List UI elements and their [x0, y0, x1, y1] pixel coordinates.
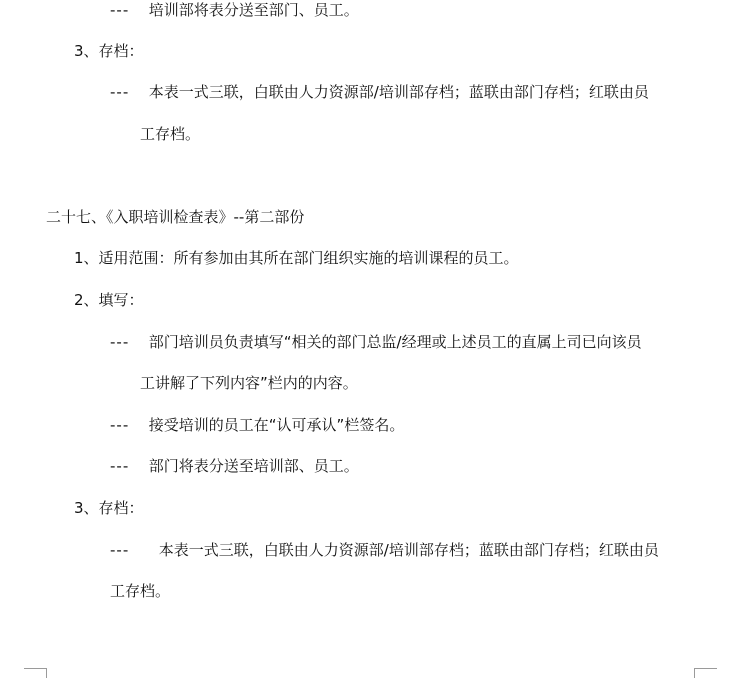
list-heading: 2、填写： — [74, 291, 144, 309]
dash-marker: --- — [110, 333, 130, 351]
list-item-text: 本表一式三联，白联由人力资源部/培训部存档；蓝联由部门存档；红联由员 — [158, 541, 659, 559]
list-item-text: 部门培训员负责填写“相关的部门总监/经理或上述员工的直属上司已向该员 — [148, 333, 642, 351]
list-item — [110, 456, 359, 476]
list-item — [110, 0, 359, 20]
list-item — [110, 540, 659, 560]
list-item-text: 培训部将表分送至部门、员工。 — [148, 1, 359, 19]
list-item — [110, 82, 649, 102]
list-item-text: 本表一式三联，白联由人力资源部/培训部存档；蓝联由部门存档；红联由员 — [148, 83, 649, 101]
dash-marker: --- — [110, 1, 130, 19]
page-corner-mark-left — [24, 668, 47, 678]
list-heading: 3、存档： — [74, 499, 144, 517]
section-heading: 二十七、《入职培训检查表》--第二部份 — [46, 208, 305, 226]
dash-marker: --- — [110, 83, 130, 101]
dash-marker: --- — [110, 541, 130, 559]
dash-marker: --- — [110, 457, 130, 475]
page-corner-mark-right — [694, 668, 717, 678]
list-item-text: 接受培训的员工在“认可承认”栏签名。 — [148, 416, 405, 434]
list-item-continuation: 工存档。 — [140, 125, 201, 143]
list-heading: 3、存档： — [74, 42, 144, 60]
list-item-continuation: 工存档。 — [110, 582, 171, 600]
list-heading: 1、适用范围：所有参加由其所在部门组织实施的培训课程的员工。 — [74, 249, 519, 267]
list-item-text: 部门将表分送至培训部、员工。 — [148, 457, 359, 475]
list-item — [110, 332, 642, 352]
list-item-continuation: 工讲解了下列内容”栏内的内容。 — [140, 374, 358, 392]
dash-marker: --- — [110, 416, 130, 434]
list-item — [110, 415, 404, 435]
